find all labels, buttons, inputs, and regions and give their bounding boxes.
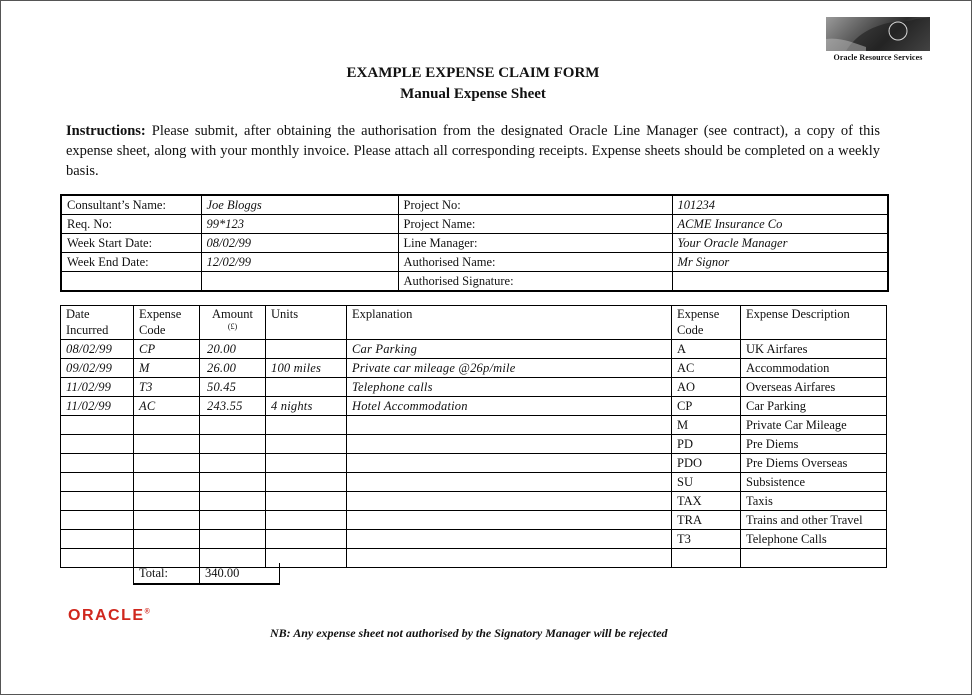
info-label — [61, 272, 201, 292]
expense-row — [61, 530, 887, 549]
expense-date-cell[interactable] — [61, 530, 134, 549]
info-value[interactable]: 99*123 — [201, 215, 398, 234]
expense-code-cell[interactable]: CP — [134, 340, 200, 359]
expense-explanation-cell[interactable] — [347, 549, 672, 568]
info-label: Project Name: — [398, 215, 672, 234]
expense-date-cell[interactable] — [61, 549, 134, 568]
code-reference-description: Subsistence — [741, 473, 887, 492]
expense-code-cell[interactable]: T3 — [134, 378, 200, 397]
expense-date-cell[interactable] — [61, 473, 134, 492]
expense-explanation-cell[interactable] — [347, 473, 672, 492]
info-label: Project No: — [398, 195, 672, 215]
info-row — [61, 195, 888, 215]
expense-row — [61, 416, 887, 435]
info-label: Authorised Signature: — [398, 272, 672, 292]
info-label: Req. No: — [61, 215, 201, 234]
header-ref-description: Expense Description — [741, 306, 887, 340]
expense-code-cell[interactable]: AC — [134, 397, 200, 416]
info-value[interactable]: 101234 — [672, 195, 888, 215]
header-units: Units — [266, 306, 347, 340]
expense-units-cell[interactable]: 100 miles — [266, 359, 347, 378]
expense-explanation-cell[interactable] — [347, 435, 672, 454]
code-reference-code: AC — [672, 359, 741, 378]
expense-date-cell[interactable] — [61, 435, 134, 454]
expense-code-cell[interactable] — [134, 530, 200, 549]
expense-explanation-cell[interactable] — [347, 530, 672, 549]
expense-code-cell[interactable]: M — [134, 359, 200, 378]
info-label: Week End Date: — [61, 253, 201, 272]
expense-date-cell[interactable] — [61, 492, 134, 511]
expense-explanation-cell[interactable] — [347, 416, 672, 435]
expense-explanation-cell[interactable]: Private car mileage @26p/mile — [347, 359, 672, 378]
expense-explanation-cell[interactable]: Hotel Accommodation — [347, 397, 672, 416]
info-value[interactable] — [672, 272, 888, 292]
code-reference-description: Private Car Mileage — [741, 416, 887, 435]
expense-code-cell[interactable] — [134, 473, 200, 492]
info-value[interactable]: ACME Insurance Co — [672, 215, 888, 234]
total-label: Total: — [134, 563, 200, 584]
info-value[interactable]: Your Oracle Manager — [672, 234, 888, 253]
expense-amount-cell[interactable] — [200, 435, 266, 454]
expense-table-header — [61, 306, 887, 340]
expense-explanation-cell[interactable]: Car Parking — [347, 340, 672, 359]
code-reference-code: T3 — [672, 530, 741, 549]
instructions-label: Instructions: — [66, 123, 146, 139]
code-reference-description: Telephone Calls — [741, 530, 887, 549]
expense-row — [61, 340, 887, 359]
header-explanation: Explanation — [347, 306, 672, 340]
rejection-note: NB: Any expense sheet not authorised by the Signatory Manager will be rejected — [270, 626, 668, 640]
expense-explanation-cell[interactable] — [347, 511, 672, 530]
expense-units-cell[interactable] — [266, 378, 347, 397]
info-row — [61, 215, 888, 234]
instructions-text: Please submit, after obtaining the authorisation from the designated Oracle Line Manager (see contract), a copy of this expense sheet, along with your monthly invoice. Please attach all corresponding receipts. Expense sheets should be completed on a weekly basis. — [66, 123, 880, 179]
expense-explanation-cell[interactable]: Telephone calls — [347, 378, 672, 397]
expense-units-cell[interactable] — [266, 435, 347, 454]
expense-date-cell[interactable]: 09/02/99 — [61, 359, 134, 378]
code-reference-code: TAX — [672, 492, 741, 511]
expense-units-cell[interactable] — [266, 511, 347, 530]
expense-amount-cell[interactable] — [200, 454, 266, 473]
code-reference-description: Accommodation — [741, 359, 887, 378]
info-value[interactable]: 12/02/99 — [201, 253, 398, 272]
info-row — [61, 234, 888, 253]
code-reference-code: TRA — [672, 511, 741, 530]
total-table — [133, 563, 280, 585]
code-reference-description: Trains and other Travel — [741, 511, 887, 530]
expense-row — [61, 492, 887, 511]
expense-explanation-cell[interactable] — [347, 492, 672, 511]
expense-units-cell[interactable] — [266, 416, 347, 435]
expense-amount-cell[interactable] — [200, 416, 266, 435]
expense-row — [61, 454, 887, 473]
code-reference-code: PD — [672, 435, 741, 454]
code-reference-description — [741, 549, 887, 568]
expense-date-cell[interactable]: 11/02/99 — [61, 397, 134, 416]
expense-units-cell[interactable] — [266, 492, 347, 511]
expense-code-cell[interactable] — [134, 454, 200, 473]
total-value: 340.00 — [200, 563, 280, 584]
expense-units-cell[interactable]: 4 nights — [266, 397, 347, 416]
instructions — [66, 121, 880, 181]
expense-date-cell[interactable]: 11/02/99 — [61, 378, 134, 397]
expense-row — [61, 397, 887, 416]
expense-amount-cell[interactable] — [200, 492, 266, 511]
code-reference-description: Taxis — [741, 492, 887, 511]
form-subtitle: Manual Expense Sheet — [400, 86, 546, 102]
expense-amount-cell[interactable]: 20.00 — [200, 340, 266, 359]
expense-table — [60, 305, 887, 568]
code-reference-code: PDO — [672, 454, 741, 473]
expense-row — [61, 473, 887, 492]
code-reference-description: Car Parking — [741, 397, 887, 416]
expense-row — [61, 359, 887, 378]
expense-date-cell[interactable] — [61, 416, 134, 435]
logo-caption: Oracle Resource Services — [833, 53, 923, 62]
code-reference-code: M — [672, 416, 741, 435]
oracle-resource-logo — [826, 17, 930, 62]
expense-row — [61, 511, 887, 530]
expense-date-cell[interactable] — [61, 454, 134, 473]
expense-units-cell[interactable] — [266, 473, 347, 492]
code-reference-description: Overseas Airfares — [741, 378, 887, 397]
expense-date-cell[interactable]: 08/02/99 — [61, 340, 134, 359]
info-label: Week Start Date: — [61, 234, 201, 253]
consultant-info-table — [60, 194, 889, 292]
info-label: Consultant’s Name: — [61, 195, 201, 215]
info-value[interactable]: Mr Signor — [672, 253, 888, 272]
expense-row — [61, 435, 887, 454]
expense-code-cell[interactable] — [134, 416, 200, 435]
code-reference-code — [672, 549, 741, 568]
code-reference-code: SU — [672, 473, 741, 492]
expense-code-cell[interactable] — [134, 435, 200, 454]
expense-units-cell[interactable] — [266, 530, 347, 549]
info-label: Line Manager: — [398, 234, 672, 253]
info-label: Authorised Name: — [398, 253, 672, 272]
info-row — [61, 272, 888, 292]
info-row — [61, 253, 888, 272]
globe-logo-icon — [826, 17, 930, 51]
header-expense-code: Expense Code — [134, 306, 200, 340]
info-value[interactable] — [201, 272, 398, 292]
expense-explanation-cell[interactable] — [347, 454, 672, 473]
header-ref-code: Expense Code — [672, 306, 741, 340]
expense-code-cell[interactable] — [134, 511, 200, 530]
expense-units-cell[interactable] — [266, 454, 347, 473]
code-reference-description: Pre Diems — [741, 435, 887, 454]
expense-amount-cell[interactable] — [200, 530, 266, 549]
expense-code-cell[interactable] — [134, 492, 200, 511]
expense-amount-cell[interactable]: 243.55 — [200, 397, 266, 416]
code-reference-code: AO — [672, 378, 741, 397]
info-value[interactable]: 08/02/99 — [201, 234, 398, 253]
info-value[interactable]: Joe Bloggs — [201, 195, 398, 215]
expense-row — [61, 378, 887, 397]
expense-amount-cell[interactable]: 50.45 — [200, 378, 266, 397]
code-reference-description: Pre Diems Overseas — [741, 454, 887, 473]
header-date: Date Incurred — [61, 306, 134, 340]
expense-amount-cell[interactable] — [200, 511, 266, 530]
oracle-brand-logo: ORACLE® — [68, 607, 150, 624]
code-reference-code: CP — [672, 397, 741, 416]
expense-date-cell[interactable] — [61, 511, 134, 530]
expense-amount-cell[interactable]: 26.00 — [200, 359, 266, 378]
header-amount: Amount (£) — [200, 306, 266, 340]
code-reference-description: UK Airfares — [741, 340, 887, 359]
form-title: EXAMPLE EXPENSE CLAIM FORM — [346, 65, 600, 81]
expense-units-cell[interactable] — [266, 340, 347, 359]
expense-amount-cell[interactable] — [200, 473, 266, 492]
code-reference-code: A — [672, 340, 741, 359]
